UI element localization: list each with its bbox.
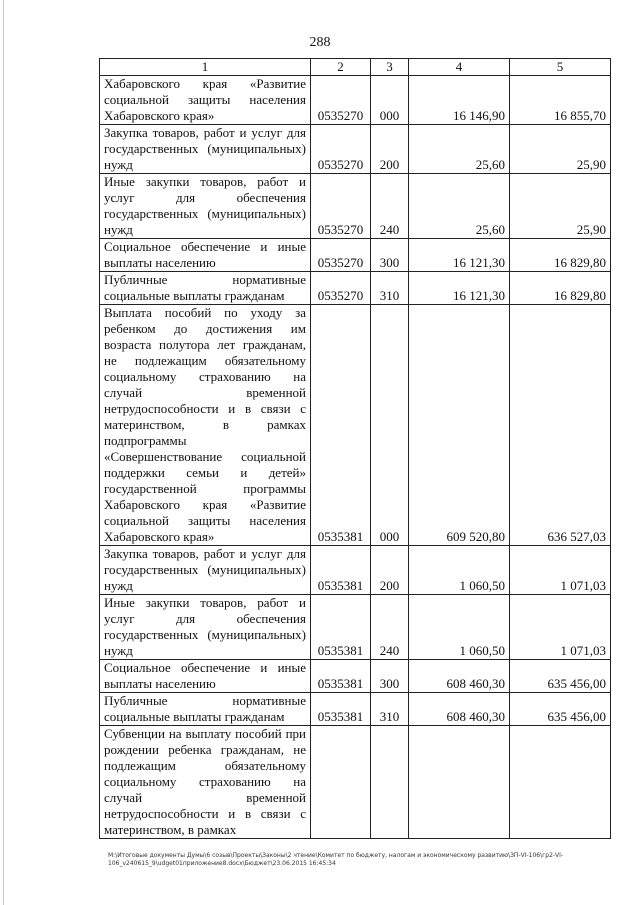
row-value-2016: 16 829,80: [510, 239, 611, 272]
row-value-2016: [510, 726, 611, 839]
row-kind: 310: [371, 272, 409, 305]
row-value-2015: 25,60: [409, 125, 510, 174]
row-value-2016: 635 456,00: [510, 693, 611, 726]
scan-edge-line: [3, 0, 4, 905]
row-kind: 240: [371, 595, 409, 660]
row-value-2016: 635 456,00: [510, 660, 611, 693]
row-value-2015: 16 121,30: [409, 272, 510, 305]
row-value-2015: 608 460,30: [409, 660, 510, 693]
row-code: 0535270: [311, 125, 371, 174]
budget-table: [99, 58, 611, 839]
row-code: [311, 726, 371, 839]
column-header: 1: [100, 59, 311, 76]
file-path-footer: M:\Итоговые документы Думы\6 созыв\Проекты\Законы\2 чтение\Комитет по бюджету, налогам и экономическому развитию\ЗП-VI-106\гр2-VI-106_v240615_9\udget01приложение8.docx\Бюджет\23.06.2015 16:45:34: [108, 852, 564, 867]
row-kind: 000: [371, 305, 409, 546]
row-value-2016: 1 071,03: [510, 595, 611, 660]
row-code: 0535381: [311, 693, 371, 726]
row-kind: [371, 726, 409, 839]
row-name: Хабаровского края «Развитие социальной защиты населения Хабаровского края»: [100, 76, 311, 125]
row-name: Выплата пособий по уходу за ребенком до достижения им возраста полутора лет гражданам, не подлежащим обязательному социальному страхованию на случай временной нетрудоспособности и в связи с материнством, в рамках подпрограммы «Совершенствование социальной поддержки семьи и детей» государственной программы Хабаровского края «Развитие социальной защиты населения Хабаровского края»: [100, 305, 311, 546]
row-code: 0535270: [311, 174, 371, 239]
row-kind: 000: [371, 76, 409, 125]
table-row: [100, 174, 611, 239]
row-value-2015: 1 060,50: [409, 595, 510, 660]
row-value-2016: 16 855,70: [510, 76, 611, 125]
table-row: [100, 239, 611, 272]
row-kind: 300: [371, 239, 409, 272]
row-kind: 200: [371, 546, 409, 595]
row-code: 0535381: [311, 660, 371, 693]
row-value-2015: 608 460,30: [409, 693, 510, 726]
row-value-2015: 609 520,80: [409, 305, 510, 546]
row-code: 0535270: [311, 272, 371, 305]
row-value-2016: 25,90: [510, 125, 611, 174]
row-value-2016: 16 829,80: [510, 272, 611, 305]
row-name: Публичные нормативные социальные выплаты гражданам: [100, 272, 311, 305]
table-row: [100, 726, 611, 839]
row-name: Публичные нормативные социальные выплаты гражданам: [100, 693, 311, 726]
column-header: 3: [371, 59, 409, 76]
row-kind: 310: [371, 693, 409, 726]
row-name: Субвенции на выплату пособий при рождении ребенка гражданам, не подлежащим обязательному социальному страхованию на случай временной нетрудоспособности и в связи с материнством, в рамках: [100, 726, 311, 839]
row-value-2015: 1 060,50: [409, 546, 510, 595]
table-row: [100, 693, 611, 726]
page-number: 288: [309, 35, 331, 50]
table-row: [100, 305, 611, 546]
row-name: Социальное обеспечение и иные выплаты населению: [100, 239, 311, 272]
row-kind: 300: [371, 660, 409, 693]
row-value-2016: 636 527,03: [510, 305, 611, 546]
row-name: Иные закупки товаров, работ и услуг для обеспечения государственных (муниципальных) нужд: [100, 595, 311, 660]
table-row: [100, 272, 611, 305]
row-value-2016: 25,90: [510, 174, 611, 239]
table-row: [100, 76, 611, 125]
column-header: 2: [311, 59, 371, 76]
row-name: Закупка товаров, работ и услуг для государственных (муниципальных) нужд: [100, 125, 311, 174]
row-code: 0535270: [311, 239, 371, 272]
table-row: [100, 660, 611, 693]
row-name: Закупка товаров, работ и услуг для государственных (муниципальных) нужд: [100, 546, 311, 595]
row-name: Социальное обеспечение и иные выплаты населению: [100, 660, 311, 693]
row-value-2015: 25,60: [409, 174, 510, 239]
row-value-2015: 16 121,30: [409, 239, 510, 272]
row-kind: 240: [371, 174, 409, 239]
row-name: Иные закупки товаров, работ и услуг для обеспечения государственных (муниципальных) нужд: [100, 174, 311, 239]
row-code: 0535270: [311, 76, 371, 125]
table-row: [100, 125, 611, 174]
row-code: 0535381: [311, 546, 371, 595]
column-header: 4: [409, 59, 510, 76]
row-value-2015: 16 146,90: [409, 76, 510, 125]
row-code: 0535381: [311, 305, 371, 546]
row-value-2015: [409, 726, 510, 839]
row-value-2016: 1 071,03: [510, 546, 611, 595]
column-header: 5: [510, 59, 611, 76]
row-kind: 200: [371, 125, 409, 174]
table-row: [100, 546, 611, 595]
row-code: 0535381: [311, 595, 371, 660]
table-header-row: [100, 59, 611, 76]
table-row: [100, 595, 611, 660]
